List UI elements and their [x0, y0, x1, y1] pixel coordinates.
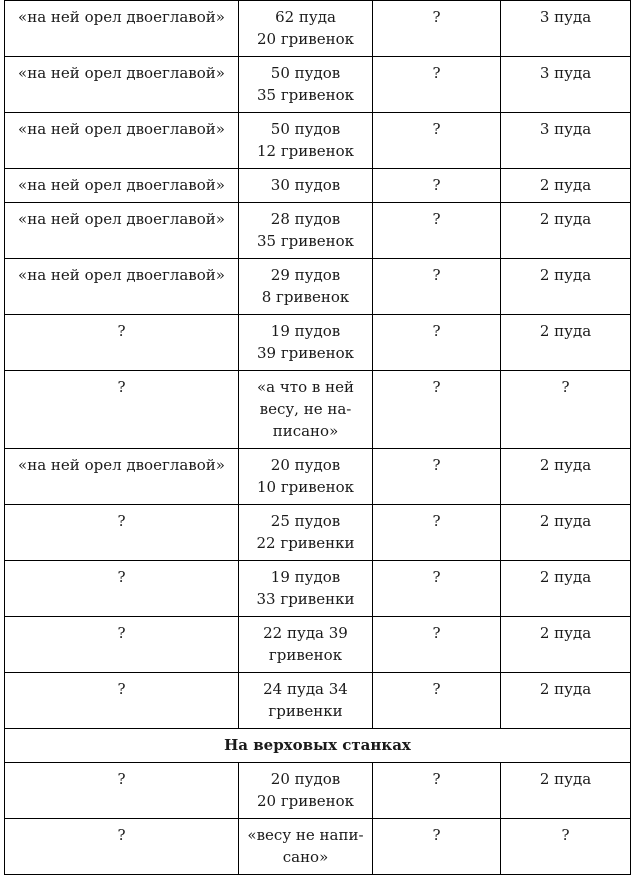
table-cell: ?: [373, 259, 501, 315]
table-cell: «на ней орел двоеглавой»: [5, 203, 239, 259]
table-cell: ?: [5, 561, 239, 617]
table-row: [5, 113, 631, 169]
table-cell: ?: [373, 371, 501, 449]
table-cell: ?: [373, 505, 501, 561]
table-cell: ?: [373, 763, 501, 819]
table-cell: «весу не напи- сано»: [239, 819, 373, 875]
table-row: [5, 819, 631, 875]
table-cell: ?: [5, 673, 239, 729]
table-cell: 19 пудов 33 гривенки: [239, 561, 373, 617]
table-cell: 3 пуда: [501, 113, 631, 169]
table-cell: ?: [373, 315, 501, 371]
table-row: [5, 259, 631, 315]
table-cell: 20 пудов 10 гривенок: [239, 449, 373, 505]
section-header: На верховых станках: [5, 729, 631, 763]
table-row: [5, 763, 631, 819]
table-row: [5, 169, 631, 203]
table-cell: 50 пудов 35 гривенок: [239, 57, 373, 113]
table-cell: 2 пуда: [501, 203, 631, 259]
table-cell: 20 пудов 20 гривенок: [239, 763, 373, 819]
table-cell: 2 пуда: [501, 169, 631, 203]
table-cell: «на ней орел двоеглавой»: [5, 1, 239, 57]
table-cell: «а что в ней весу, не на- писано»: [239, 371, 373, 449]
table-cell: 19 пудов 39 гривенок: [239, 315, 373, 371]
table-cell: ?: [5, 505, 239, 561]
table-cell: 28 пудов 35 гривенок: [239, 203, 373, 259]
table-row: [5, 673, 631, 729]
table-cell: 2 пуда: [501, 763, 631, 819]
table-cell: ?: [373, 819, 501, 875]
table-cell: ?: [5, 819, 239, 875]
table-cell: ?: [373, 449, 501, 505]
table-cell: 3 пуда: [501, 57, 631, 113]
table-cell: ?: [373, 57, 501, 113]
table-row: [5, 57, 631, 113]
table-cell: ?: [373, 561, 501, 617]
document-table: [4, 0, 631, 875]
table-cell: ?: [5, 617, 239, 673]
table-cell: 3 пуда: [501, 1, 631, 57]
table-cell: ?: [5, 371, 239, 449]
table-row: [5, 203, 631, 259]
table-cell: 2 пуда: [501, 315, 631, 371]
table-cell: 2 пуда: [501, 259, 631, 315]
table-body: [5, 1, 631, 875]
table-cell: «на ней орел двоеглавой»: [5, 169, 239, 203]
table-cell: 2 пуда: [501, 505, 631, 561]
table-cell: 25 пудов 22 гривенки: [239, 505, 373, 561]
table-cell: «на ней орел двоеглавой»: [5, 113, 239, 169]
table-cell: 2 пуда: [501, 617, 631, 673]
table-row: [5, 371, 631, 449]
section-header-row: [5, 729, 631, 763]
table-cell: «на ней орел двоеглавой»: [5, 259, 239, 315]
table-cell: 2 пуда: [501, 673, 631, 729]
table-row: [5, 449, 631, 505]
table-cell: «на ней орел двоеглавой»: [5, 449, 239, 505]
table-cell: ?: [5, 763, 239, 819]
table-row: [5, 505, 631, 561]
table-row: [5, 1, 631, 57]
table-cell: ?: [501, 819, 631, 875]
table-cell: 29 пудов 8 гривенок: [239, 259, 373, 315]
table-cell: ?: [373, 203, 501, 259]
table-cell: ?: [5, 315, 239, 371]
table-cell: ?: [373, 1, 501, 57]
table-cell: 30 пудов: [239, 169, 373, 203]
table-cell: 22 пуда 39 гривенок: [239, 617, 373, 673]
table-row: [5, 315, 631, 371]
table-cell: 24 пуда 34 гривенки: [239, 673, 373, 729]
table-cell: ?: [373, 169, 501, 203]
table-cell: ?: [373, 673, 501, 729]
table-cell: 2 пуда: [501, 449, 631, 505]
table-cell: 2 пуда: [501, 561, 631, 617]
table-row: [5, 561, 631, 617]
table-cell: 62 пуда 20 гривенок: [239, 1, 373, 57]
table-cell: «на ней орел двоеглавой»: [5, 57, 239, 113]
table-cell: ?: [373, 617, 501, 673]
table-row: [5, 617, 631, 673]
table-cell: ?: [501, 371, 631, 449]
table-cell: ?: [373, 113, 501, 169]
table-cell: 50 пудов 12 гривенок: [239, 113, 373, 169]
